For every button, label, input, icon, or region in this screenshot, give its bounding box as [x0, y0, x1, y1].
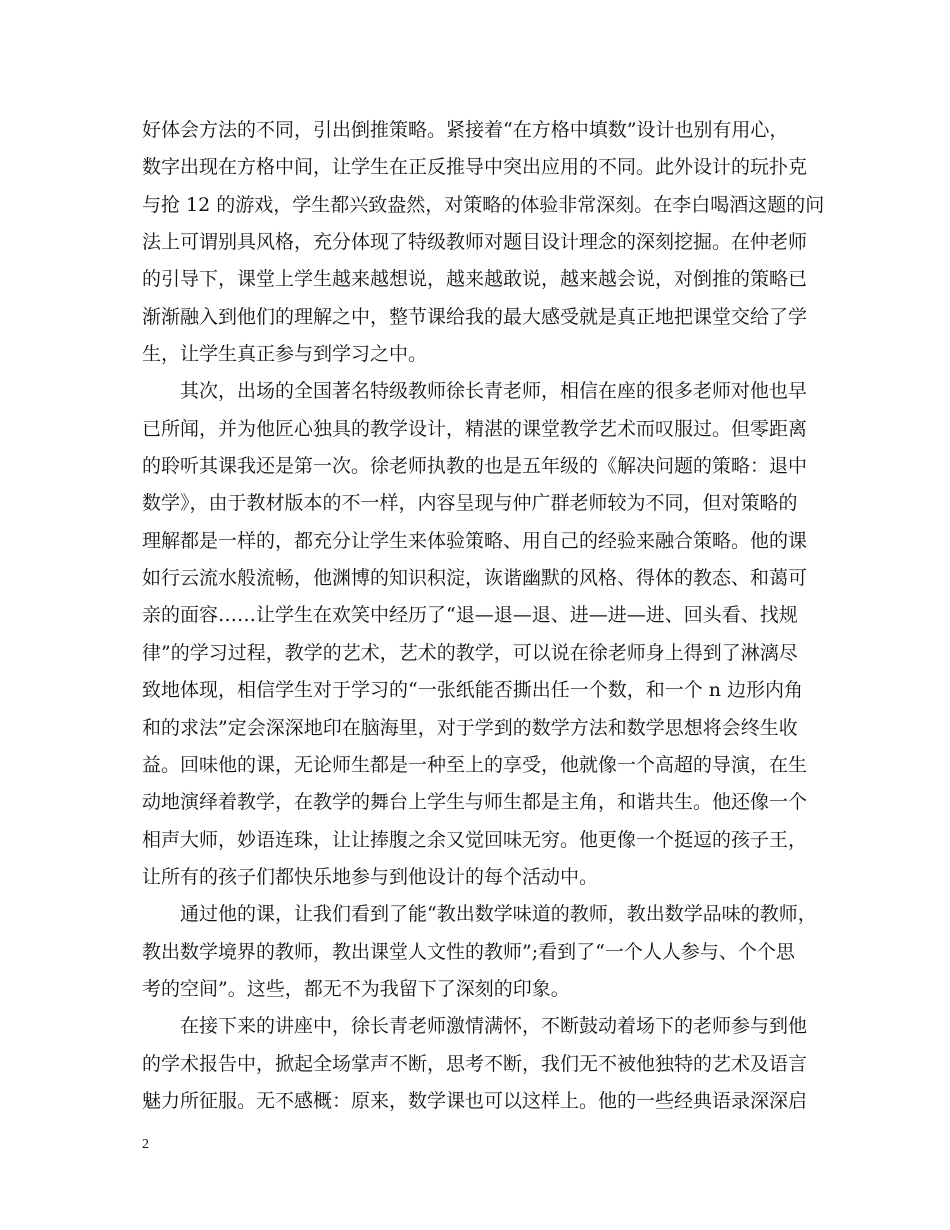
- text-line: 魅力所征服。无不感概：原来，数学课也可以这样上。他的一些经典语录深深启: [142, 1089, 808, 1112]
- text-line-indented: 其次，出场的全国著名特级教师徐长青老师，相信在座的很多老师对他也早: [180, 380, 808, 403]
- text-line: 数字出现在方格中间，让学生在正反推导中突出应用的不同。此外设计的玩扑克: [142, 156, 808, 179]
- text-line: 益。回味他的课，无论师生都是一种至上的享受，他就像一个高超的导演，在生: [142, 753, 808, 776]
- text-line: 法上可谓别具风格，充分体现了特级教师对题目设计理念的深刻挖掘。在仲老师: [142, 231, 808, 254]
- text-line: 致地体现，相信学生对于学习的“一张纸能否撕出任一个数，和一个 n 边形内角: [142, 679, 804, 702]
- paragraph-1: [142, 112, 825, 373]
- paragraph-3: [142, 896, 817, 1008]
- page-number: 2: [142, 1137, 149, 1152]
- paragraph-4: [142, 1008, 817, 1120]
- text-line-indented: 通过他的课，让我们看到了能“教出数学味道的教师，教出数学品味的教师，: [180, 903, 817, 926]
- text-line: 数学》，由于教材版本的不一样，内容呈现与仲广群老师较为不同，但对策略的: [142, 492, 798, 515]
- text-line: 如行云流水般流畅，他渊博的知识积淀，诙谐幽默的风格、得体的教态、和蔼可: [142, 567, 808, 590]
- document-body: [142, 112, 825, 1120]
- text-line: 动地演绎着教学，在教学的舞台上学生与师生都是主角，和谐共生。他还像一个: [142, 791, 808, 814]
- text-line: 生，让学生真正参与到学习之中。: [142, 343, 428, 366]
- text-line: 渐渐融入到他们的理解之中，整节课给我的最大感受就是真正地把课堂交给了学: [142, 305, 808, 328]
- text-line: 的学术报告中，掀起全场掌声不断，思考不断，我们无不被他独特的艺术及语言: [142, 1052, 808, 1075]
- paragraph-2: [142, 373, 817, 896]
- text-line: 教出数学境界的教师，教出课堂人文性的教师”;看到了“一个人人参与、个个思: [142, 940, 795, 963]
- text-line: 考的空间”。这些，都无不为我留下了深刻的印象。: [142, 977, 570, 1000]
- text-line: 的引导下，课堂上学生越来越想说，越来越敢说，越来越会说，对倒推的策略已: [142, 268, 808, 291]
- text-line: 与抢 12 的游戏，学生都兴致盎然，对策略的体验非常深刻。在李白喝酒这题的问: [142, 193, 825, 216]
- text-line: 亲的面容……让学生在欢笑中经历了“退—退—退、进—进—进、回头看、找规: [142, 604, 798, 627]
- text-line: 已所闻，并为他匠心独具的教学设计，精湛的课堂教学艺术而叹服过。但零距离: [142, 417, 808, 440]
- text-line: 相声大师，妙语连珠，让让捧腹之余又觉回味无穷。他更像一个挺逗的孩子王，: [142, 828, 808, 851]
- text-line: 律”的学习过程，教学的艺术，艺术的教学，可以说在徐老师身上得到了淋漓尽: [142, 641, 798, 664]
- text-line-indented: 在接下来的讲座中，徐长青老师激情满怀，不断鼓动着场下的老师参与到他: [180, 1015, 808, 1038]
- text-line: 理解都是一样的，都充分让学生来体验策略、用自己的经验来融合策略。他的课: [142, 529, 808, 552]
- text-line: 的聆听其课我还是第一次。徐老师执教的也是五年级的《解决问题的策略：退中: [142, 455, 808, 478]
- text-line: 让所有的孩子们都快乐地参与到他设计的每个活动中。: [142, 865, 599, 888]
- text-line: 好体会方法的不同，引出倒推策略。紧接着“在方格中填数”设计也别有用心，: [142, 119, 789, 141]
- text-line: 和的求法”定会深深地印在脑海里，对于学到的数学方法和数学思想将会终生收: [142, 716, 798, 739]
